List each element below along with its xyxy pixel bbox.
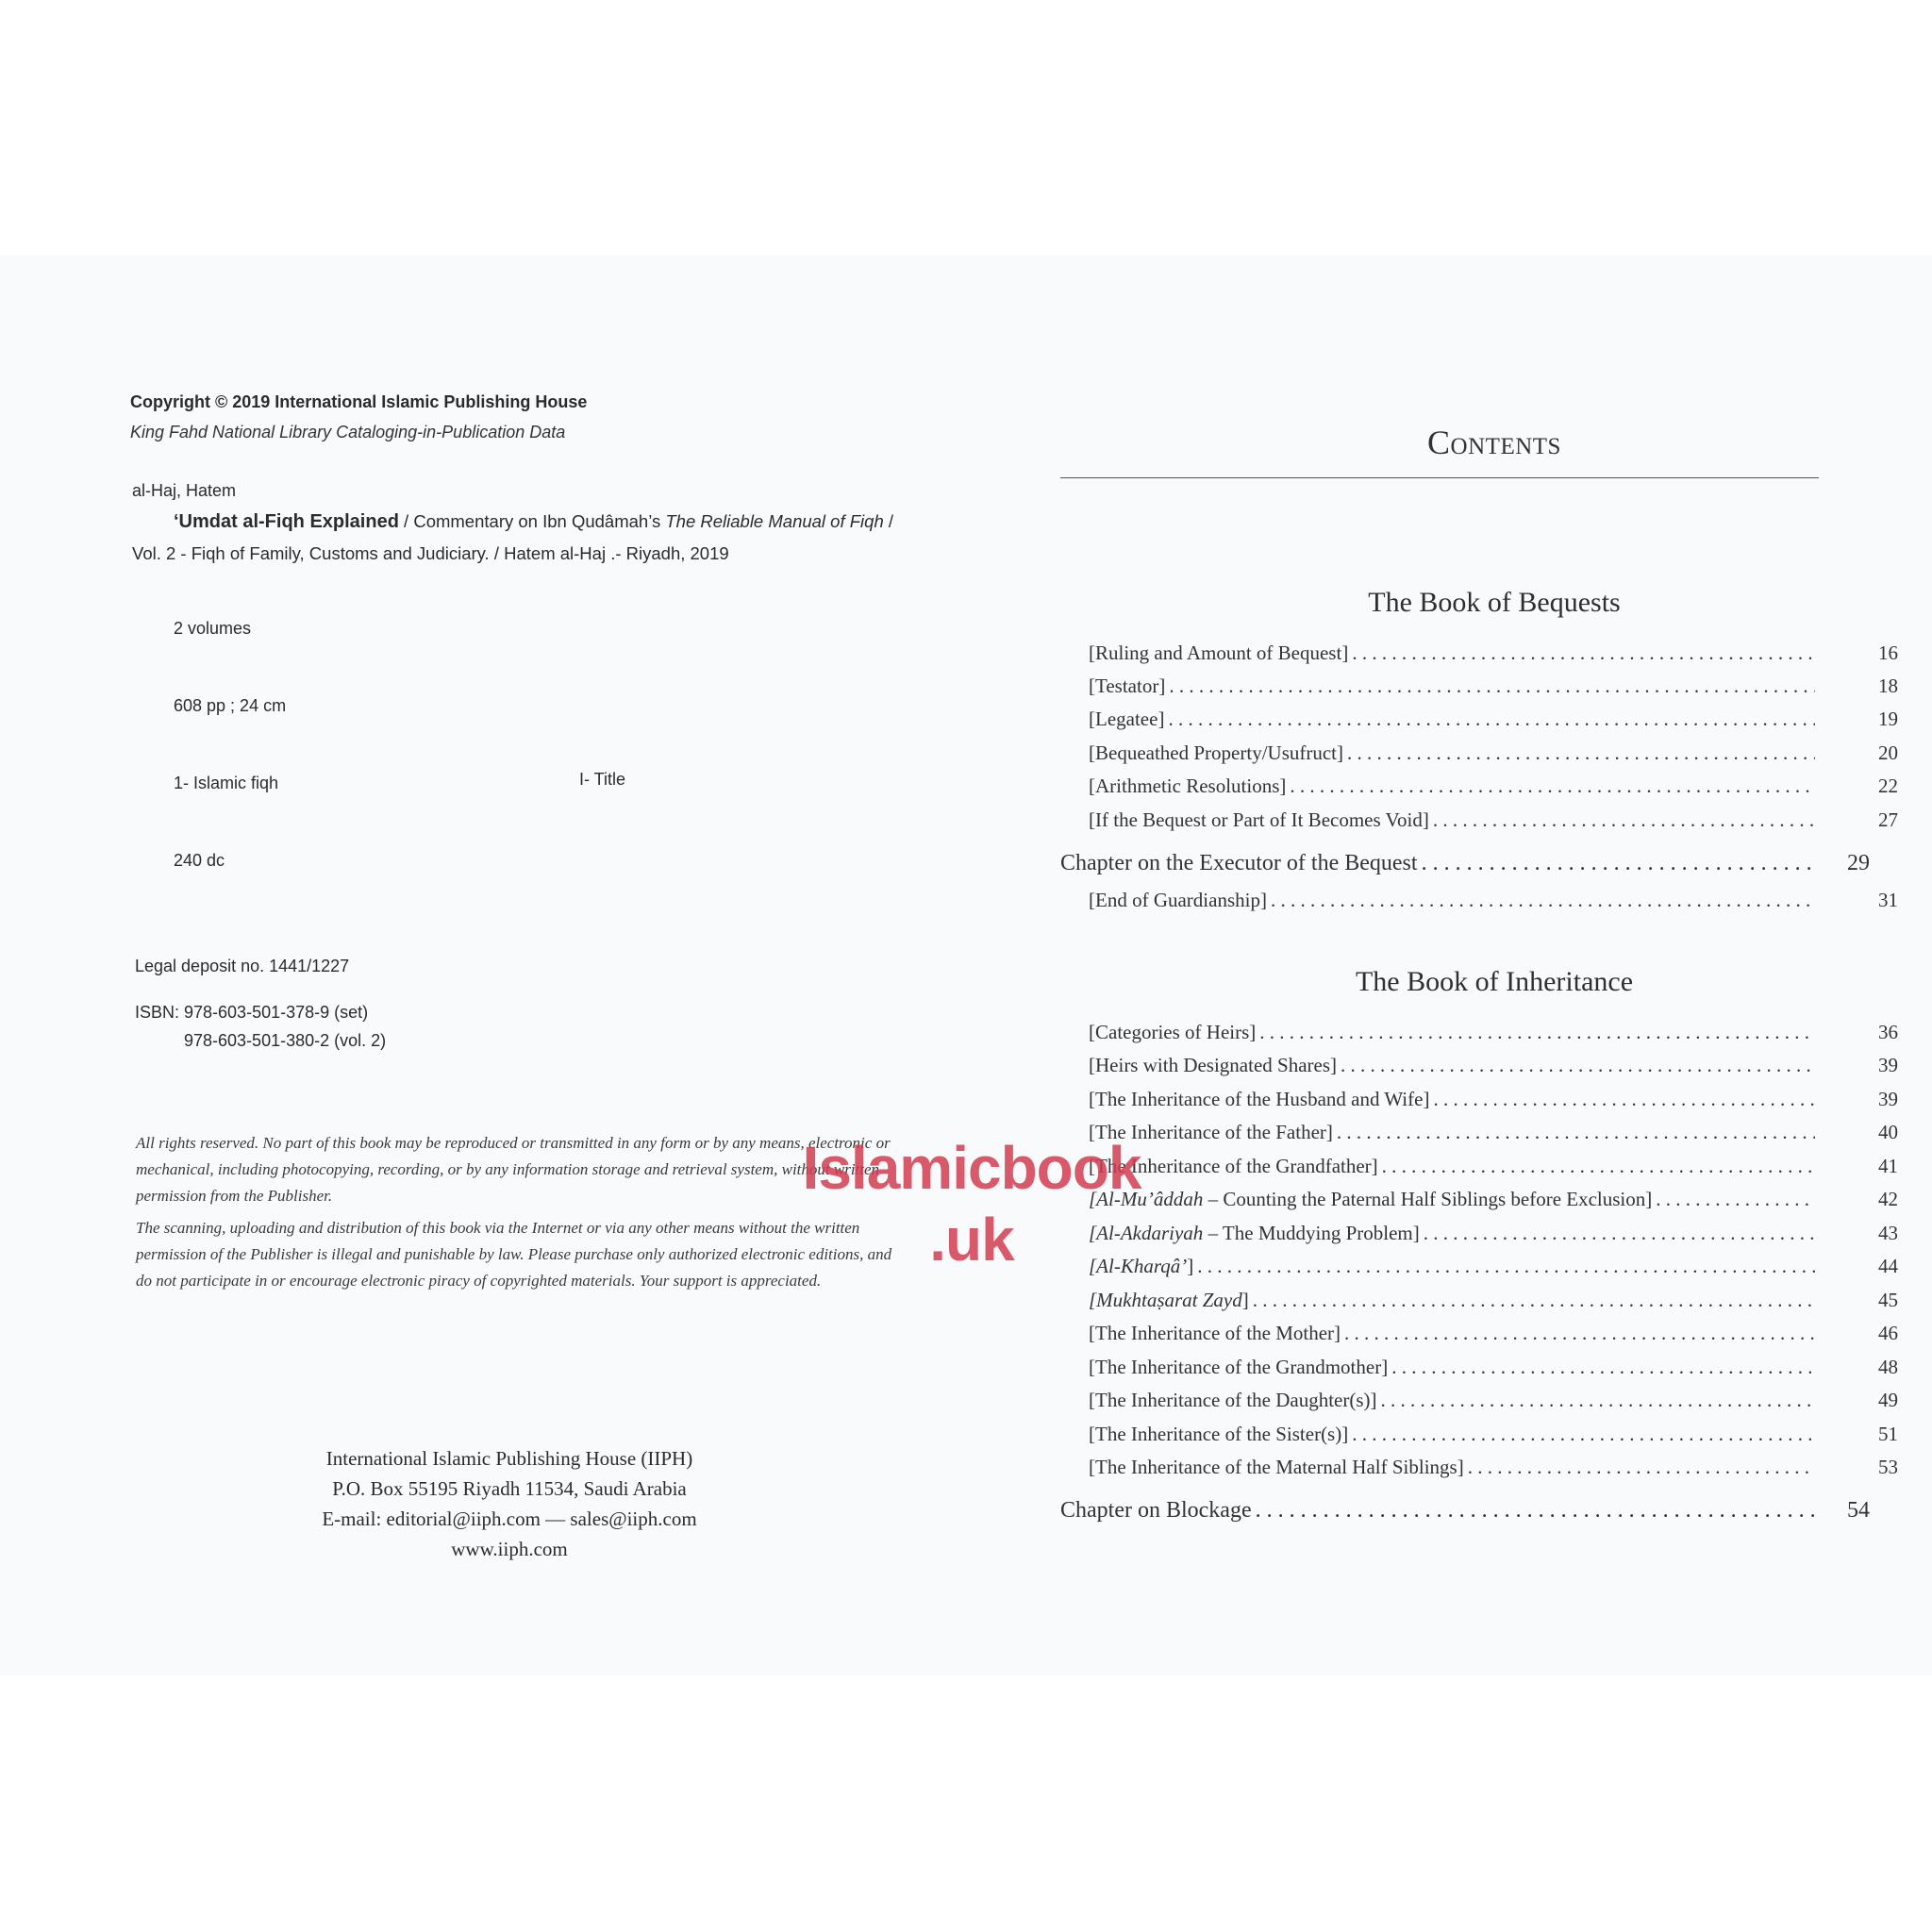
legal-deposit: Legal deposit no. 1441/1227 bbox=[135, 957, 350, 975]
page-number: 40 bbox=[1878, 1121, 1898, 1143]
volumes-field: 2 volumes bbox=[174, 619, 252, 638]
subject-field: 1- Islamic fiqh bbox=[174, 774, 279, 792]
author-name: al-Haj, Hatem bbox=[132, 481, 237, 500]
page-number: 54 bbox=[1847, 1498, 1870, 1523]
isbn-set: ISBN: 978-603-501-378-9 (set) bbox=[135, 1003, 369, 1022]
page-number: 27 bbox=[1878, 808, 1898, 831]
toc-entry[interactable]: [Al-Kharqâ’] . . . 44 bbox=[1089, 1255, 1823, 1278]
isbn-volume: 978-603-501-380-2 (vol. 2) bbox=[184, 1031, 387, 1050]
toc-entry[interactable]: [Ruling and Amount of Bequest] . . . 16 bbox=[1089, 641, 1823, 665]
citation-part1: / Commentary on Ibn Qudâmah’s bbox=[398, 511, 666, 531]
page-number: 48 bbox=[1878, 1356, 1898, 1378]
page-number: 16 bbox=[1878, 641, 1898, 664]
page-number: 45 bbox=[1878, 1289, 1898, 1311]
toc-entry[interactable]: [Al-Akdariyah – The Muddying Problem] . . . 43 bbox=[1089, 1222, 1823, 1245]
contents-page bbox=[1057, 255, 1932, 1675]
contents-title: Contents bbox=[1427, 424, 1561, 461]
toc-entry[interactable]: [Al-Mu’âddah – Counting the Paternal Half Siblings before Exclusion] . . . 42 bbox=[1089, 1188, 1823, 1211]
toc-entry[interactable]: [The Inheritance of the Mother] . . . 46 bbox=[1089, 1322, 1823, 1345]
watermark-line2: .uk bbox=[929, 1206, 1014, 1274]
page-number: 41 bbox=[1878, 1155, 1898, 1177]
watermark bbox=[792, 1132, 1151, 1275]
book-spread bbox=[0, 255, 1932, 1675]
dewey-field: 240 dc bbox=[174, 851, 225, 870]
book-heading-inheritance: The Book of Inheritance bbox=[1355, 966, 1634, 997]
toc-entry[interactable]: [Bequeathed Property/Usufruct] . . . 20 bbox=[1089, 741, 1823, 765]
publisher-block bbox=[283, 1443, 736, 1564]
toc-entry[interactable]: [Legatee] . . . 19 bbox=[1089, 708, 1823, 731]
toc-entry[interactable]: [Arithmetic Resolutions] . . . 22 bbox=[1089, 774, 1823, 798]
page-number: 42 bbox=[1878, 1188, 1898, 1210]
toc-chapter[interactable]: Chapter on the Executor of the Bequest . . . 29 bbox=[1060, 851, 1823, 876]
toc-entry[interactable]: [Testator] . . . 18 bbox=[1089, 675, 1823, 698]
page-number: 51 bbox=[1878, 1423, 1898, 1445]
publisher-email: E-mail: editorial@iiph.com — sales@iiph.com bbox=[322, 1507, 697, 1530]
toc-entry[interactable]: [The Inheritance of the Father] . . . 40 bbox=[1089, 1121, 1823, 1144]
watermark-line1: Islamicbook bbox=[802, 1134, 1141, 1202]
catalog-citation bbox=[132, 506, 915, 569]
page-number: 44 bbox=[1878, 1255, 1898, 1277]
page-number: 22 bbox=[1878, 774, 1898, 797]
title-rule bbox=[1060, 477, 1819, 478]
pages-field: 608 pp ; 24 cm bbox=[174, 696, 287, 715]
publisher-website: www.iiph.com bbox=[451, 1538, 568, 1560]
toc-entry[interactable]: [The Inheritance of the Sister(s)] . . . 51 bbox=[1089, 1423, 1823, 1446]
citation-part2: / Vol. 2 - Fiqh of Family, Customs and Judiciary. / Hatem al-Haj .- Riyadh, 2019 bbox=[132, 511, 894, 563]
piracy-notice: The scanning, uploading and distribution of this book via the Internet or via any other means without the written permission of the Publisher is illegal and punishable by law. Please purchase only authorized electronic editions, and do not participate in or encourage electronic piracy of copyrighted materials. Your support is appreciated. bbox=[136, 1219, 892, 1290]
page-number: 31 bbox=[1878, 889, 1898, 911]
title-entry-field: I- Title bbox=[579, 770, 626, 789]
toc-entry[interactable]: [The Inheritance of the Grandfather] . . . 41 bbox=[1089, 1155, 1823, 1178]
toc-entry[interactable]: [If the Bequest or Part of It Becomes Void] . . . 27 bbox=[1089, 808, 1823, 832]
page-number: 43 bbox=[1878, 1222, 1898, 1244]
copyright-page bbox=[0, 255, 1057, 1675]
cataloging-subtitle: King Fahd National Library Cataloging-in-Publication Data bbox=[130, 423, 566, 441]
page-number: 39 bbox=[1878, 1054, 1898, 1076]
toc-chapter[interactable]: Chapter on Blockage . . . 54 bbox=[1060, 1498, 1823, 1524]
page-number: 53 bbox=[1878, 1456, 1898, 1478]
page-number: 18 bbox=[1878, 675, 1898, 697]
page-number: 36 bbox=[1878, 1021, 1898, 1043]
page-number: 19 bbox=[1878, 708, 1898, 730]
rights-notice: All rights reserved. No part of this book may be reproduced or transmitted in any form or by any means, electronic or mechanical, including photocopying, recording, or by any information storage and retrieval system, without written permission from the Publisher. bbox=[136, 1134, 891, 1205]
publisher-address: P.O. Box 55195 Riyadh 11534, Saudi Arabia bbox=[332, 1477, 687, 1500]
copyright-title: Copyright © 2019 International Islamic Publishing House bbox=[130, 392, 588, 411]
toc-entry[interactable]: [The Inheritance of the Grandmother] . . . 48 bbox=[1089, 1356, 1823, 1379]
publisher-name: International Islamic Publishing House (IIPH) bbox=[325, 1447, 693, 1470]
page-number: 39 bbox=[1878, 1088, 1898, 1110]
toc-entry[interactable]: [Heirs with Designated Shares] . . . 39 bbox=[1089, 1054, 1823, 1077]
toc-entry[interactable]: [The Inheritance of the Maternal Half Siblings] . . . 53 bbox=[1089, 1456, 1823, 1479]
toc-entry[interactable]: [Mukhtaṣarat Zayd] . . . 45 bbox=[1089, 1289, 1823, 1312]
citation-italic: The Reliable Manual of Fiqh bbox=[665, 511, 884, 531]
toc-entry[interactable]: [The Inheritance of the Daughter(s)] . . . 49 bbox=[1089, 1389, 1823, 1412]
page-number: 20 bbox=[1878, 741, 1898, 764]
page-number: 29 bbox=[1847, 851, 1870, 875]
page-number: 46 bbox=[1878, 1322, 1898, 1344]
toc-entry[interactable]: [Categories of Heirs] . . . 36 bbox=[1089, 1021, 1823, 1044]
book-heading-bequests: The Book of Bequests bbox=[1368, 587, 1621, 618]
toc-entry[interactable]: [The Inheritance of the Husband and Wife] . . . 39 bbox=[1089, 1088, 1823, 1111]
page-number: 49 bbox=[1878, 1389, 1898, 1411]
citation-title: ‘Umdat al-Fiqh Explained bbox=[174, 511, 399, 532]
toc-entry[interactable]: [End of Guardianship] . . . 31 bbox=[1089, 889, 1823, 912]
